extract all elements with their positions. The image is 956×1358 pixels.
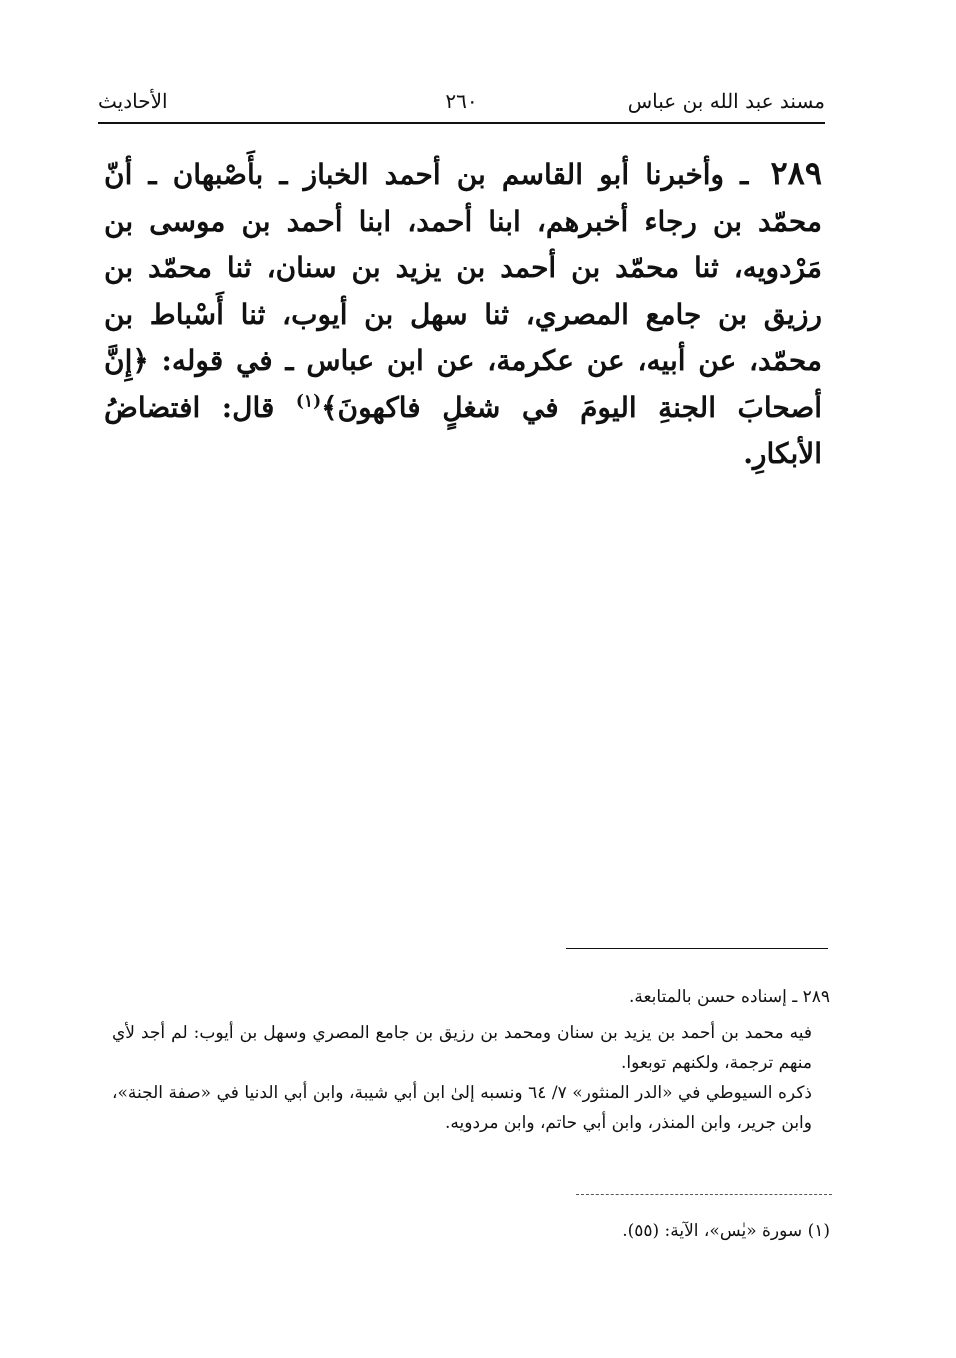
note-title: ٢٨٩ ـ إسناده حسن بالمتابعة. xyxy=(628,987,830,1007)
hadith-matn: قال: افتضاضُ الأبكارِ. xyxy=(104,390,822,470)
page-number: ٢٦٠ xyxy=(445,89,478,113)
running-header xyxy=(98,86,825,116)
commentary-notes xyxy=(112,982,830,1138)
quran-quote: ﴿إِنَّ أصحابَ الجنةِ اليومَ في شغلٍ فاكهونَ﴾ xyxy=(104,344,822,424)
footnote-marker: (١) xyxy=(295,391,322,412)
note-paragraph: ذكره السيوطي في «الدر المنثور» ٧/ ٦٤ ونسبه إلىٰ ابن أبي شيبة، وابن أبي الدنيا في «صفة الجنة»، وابن جرير، وابن المنذر، وابن أبي حاتم، وابن مردويه. xyxy=(112,1083,812,1133)
hadith-chain: ـ وأخبرنا أبو القاسم بن أحمد الخباز ـ بأَصْبهان ـ أنّ محمّد بن رجاء أخبرهم، ابنا أحمد، ابنا أحمد بن موسى بن مَرْدويه، ثنا محمّد بن أحمد بن يزيد بن سنان، ثنا محمّد بن رزيق بن جامع المصري، ثنا سهل بن أيوب، ثنا أَسْباط بن محمّد، عن أبيه، عن عكرمة، عن ابن عباس ـ في قوله: xyxy=(104,158,822,377)
hadith-text xyxy=(104,150,822,478)
header-rule xyxy=(98,122,825,124)
footnote-separator xyxy=(566,948,828,949)
note-paragraph: فيه محمد بن أحمد بن يزيد بن سنان ومحمد بن رزيق بن جامع المصري وسهل بن أيوب: لم أجد لأي منهم ترجمة، ولكنهم توبعوا. xyxy=(112,1023,812,1073)
footnote-1: (١) سورة «يٰس»، الآية: (٥٥). xyxy=(622,1221,830,1241)
section-title: الأحاديث xyxy=(98,89,168,113)
hadith-number: ٢٨٩ xyxy=(770,154,822,192)
footnote-dashed-separator xyxy=(576,1194,832,1195)
book-title: مسند عبد الله بن عباس xyxy=(627,89,825,113)
